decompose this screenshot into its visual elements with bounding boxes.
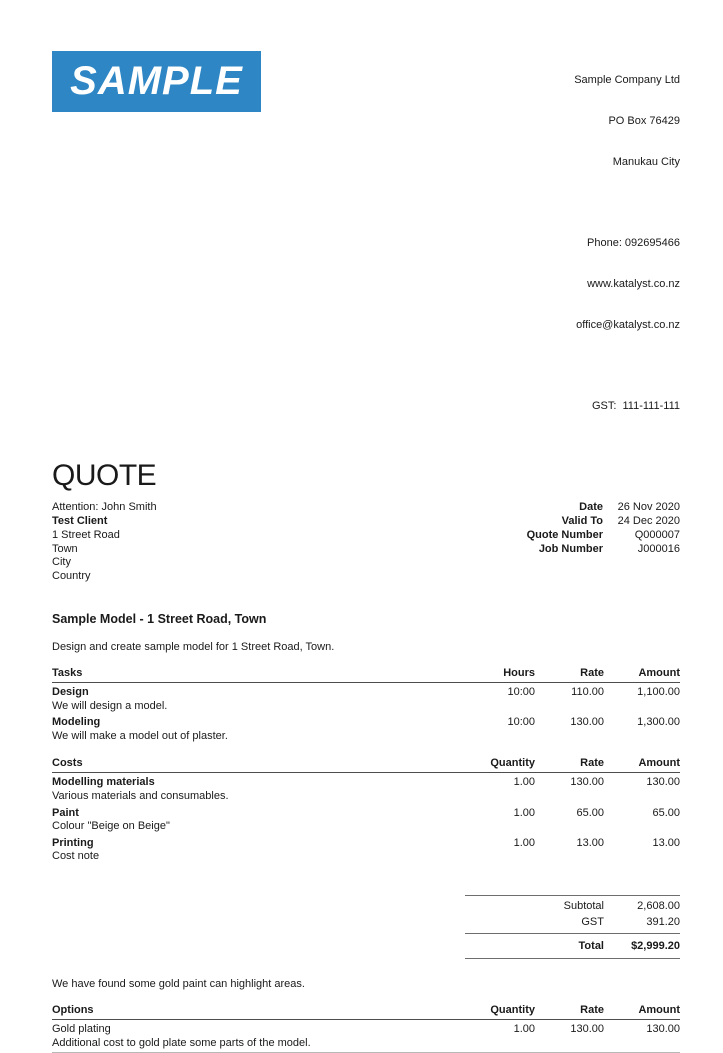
job-description: Design and create sample model for 1 Street Road, Town. <box>52 641 335 653</box>
column-header: Tasks <box>52 667 445 683</box>
item-description: Additional cost to gold plate some parts of the model. <box>52 1037 680 1053</box>
item-description: We will design a model. <box>52 699 168 712</box>
quote-note: We have found some gold paint can highlight areas. <box>52 977 305 990</box>
company-po-box: PO Box 76429 <box>608 114 680 127</box>
meta-row-valid-to <box>473 514 680 528</box>
meta-value: 26 Nov 2020 <box>617 501 680 514</box>
gst-value: 391.20 <box>646 915 680 928</box>
meta-value: Q000007 <box>634 529 680 542</box>
column-header: Costs <box>52 757 445 773</box>
column-header: Options <box>52 1004 445 1020</box>
column-header: Rate <box>535 757 604 773</box>
meta-value: 24 Dec 2020 <box>617 515 680 528</box>
table-row-description <box>52 850 680 864</box>
item-name: Gold plating <box>52 1022 111 1035</box>
company-logo <box>52 51 261 112</box>
table-row-description <box>52 1037 680 1053</box>
item-rate: 130.00 <box>570 1022 604 1035</box>
item-name: Modelling materials <box>52 776 155 789</box>
table-row <box>52 713 680 730</box>
subtotal-value: 2,608.00 <box>637 899 680 912</box>
quote-meta-block <box>473 500 680 584</box>
table-row <box>52 804 680 821</box>
item-name: Design <box>52 686 89 698</box>
item-amount: 65.00 <box>652 806 680 819</box>
item-amount: 130.00 <box>646 1022 680 1035</box>
meta-label: Quote Number <box>526 529 603 542</box>
column-header: Rate <box>535 667 604 683</box>
company-website: www.katalyst.co.nz <box>587 278 680 291</box>
table-row <box>52 834 680 851</box>
totals-summary <box>465 895 680 959</box>
client-address-line: 1 Street Road <box>52 528 120 541</box>
item-quantity: 1.00 <box>513 1022 535 1035</box>
options-header-row <box>52 1004 680 1020</box>
item-rate: 110.00 <box>571 686 604 698</box>
document-header <box>52 50 680 441</box>
table-row-description <box>52 700 680 714</box>
item-description: Cost note <box>52 850 100 863</box>
item-description: We will make a model out of plaster. <box>52 729 228 742</box>
column-header: Quantity <box>445 1004 535 1020</box>
spacer <box>574 197 680 211</box>
column-header: Rate <box>535 1004 604 1020</box>
subtotal-label: Subtotal <box>563 899 604 912</box>
client-attention: Attention: John Smith <box>52 501 157 514</box>
spacer <box>574 360 680 374</box>
meta-row-date <box>473 500 680 514</box>
item-amount: 1,100.00 <box>637 686 680 698</box>
item-amount: 13.00 <box>652 836 680 849</box>
item-name: Modeling <box>52 716 101 729</box>
item-name: Printing <box>52 836 94 849</box>
company-gst-number: GST: 111-111-111 <box>591 400 680 413</box>
table-row-description <box>52 820 680 834</box>
table-row <box>52 1019 680 1036</box>
total-row <box>465 933 680 959</box>
subtotal-row <box>465 896 680 912</box>
tasks-header-row <box>52 667 680 683</box>
table-row-description <box>52 790 680 804</box>
company-name: Sample Company Ltd <box>574 74 680 87</box>
table-row-description <box>52 730 680 744</box>
item-rate: 13.00 <box>576 836 604 849</box>
meta-label: Valid To <box>561 515 603 528</box>
item-name: Paint <box>52 806 79 819</box>
costs-table <box>52 757 680 864</box>
column-header: Amount <box>604 757 680 773</box>
options-table <box>52 1004 680 1053</box>
item-description: Various materials and consumables. <box>52 789 229 802</box>
item-hours: 10:00 <box>507 686 535 698</box>
table-row <box>52 773 680 790</box>
item-amount: 130.00 <box>646 776 680 789</box>
tasks-table <box>52 667 680 743</box>
meta-label: Job Number <box>538 543 603 556</box>
item-quantity: 1.00 <box>513 776 535 789</box>
total-label: Total <box>578 939 604 952</box>
table-row <box>52 683 680 700</box>
meta-value: J000016 <box>637 543 680 556</box>
job-title: Sample Model - 1 Street Road, Town <box>52 612 267 626</box>
meta-row-quote-number <box>473 528 680 542</box>
column-header: Amount <box>604 667 680 683</box>
item-quantity: 1.00 <box>513 836 535 849</box>
costs-header-row <box>52 757 680 773</box>
item-amount: 1,300.00 <box>637 716 680 729</box>
company-info-block <box>574 47 680 441</box>
company-phone: Phone: 092695466 <box>587 237 680 250</box>
client-name: Test Client <box>52 515 108 528</box>
client-address-line: Town <box>52 542 78 555</box>
meta-row-job-number <box>473 542 680 556</box>
client-address-block <box>52 501 157 584</box>
item-quantity: 1.00 <box>513 806 535 819</box>
meta-label: Date <box>579 501 603 514</box>
page-title: QUOTE <box>52 459 157 493</box>
item-rate: 65.00 <box>576 806 604 819</box>
gst-row <box>465 912 680 933</box>
client-address-line: Country <box>52 570 91 583</box>
client-address-line: City <box>52 556 71 569</box>
item-rate: 130.00 <box>570 716 604 729</box>
column-header: Quantity <box>445 757 535 773</box>
item-hours: 10:00 <box>507 716 535 729</box>
company-logo-text: SAMPLE <box>70 59 243 103</box>
gst-label: GST <box>581 915 604 928</box>
item-rate: 130.00 <box>570 776 604 789</box>
total-value: $2,999.20 <box>631 939 680 952</box>
client-meta-section <box>52 501 680 584</box>
item-description: Colour "Beige on Beige" <box>52 820 170 833</box>
column-header: Amount <box>604 1004 680 1020</box>
company-city: Manukau City <box>612 155 680 168</box>
company-email: office@katalyst.co.nz <box>576 318 680 331</box>
column-header: Hours <box>445 667 535 683</box>
